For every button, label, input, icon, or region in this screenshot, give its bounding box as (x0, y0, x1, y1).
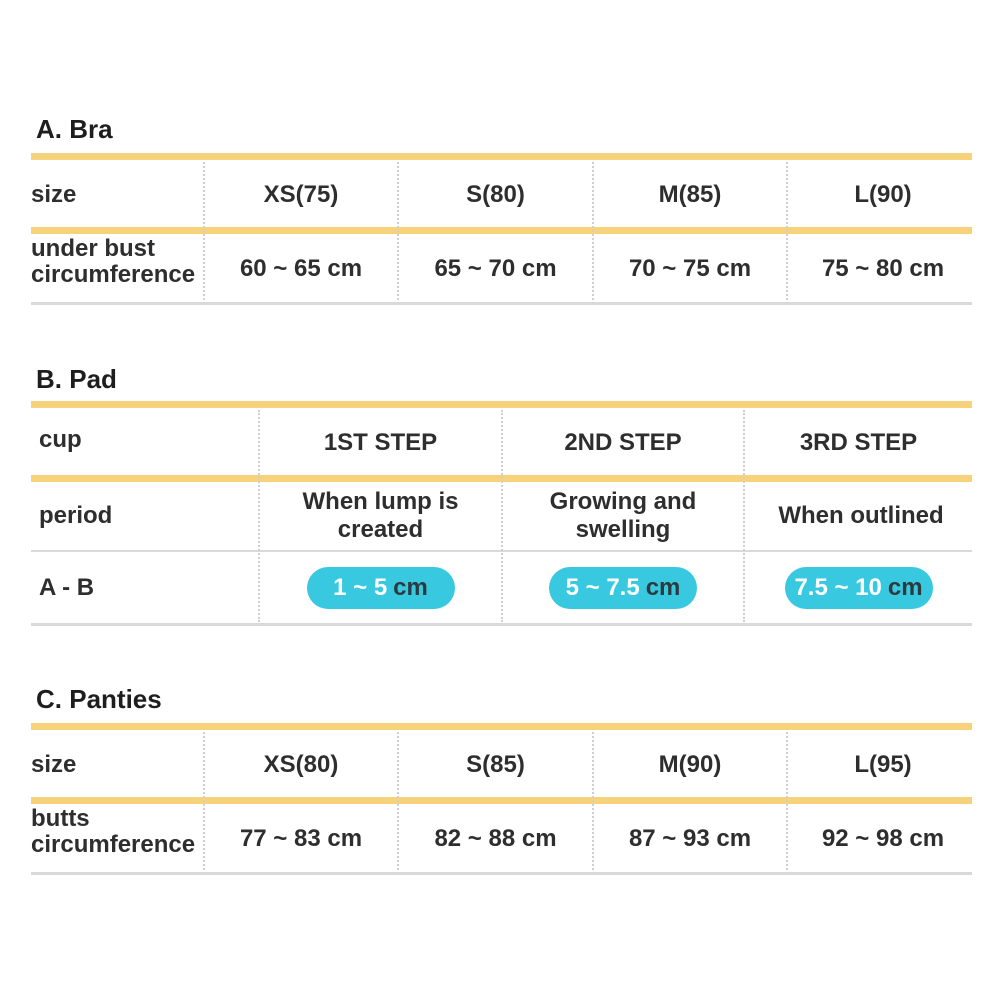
range-cell (503, 554, 743, 622)
range-cell (745, 554, 972, 622)
measurement-cell: 82 ~ 88 cm (434, 825, 557, 852)
measurement-cell: 70 ~ 75 cm (628, 255, 752, 282)
range-value: 5 ~ 7.5 (565, 574, 640, 601)
row-label-a-b: A - B (39, 574, 95, 601)
measurement-cell: 65 ~ 70 cm (434, 255, 557, 282)
step-cell: 2ND STEP (564, 428, 682, 456)
period-line: swelling (575, 516, 671, 543)
divider (31, 797, 972, 804)
row-label-butts (31, 806, 206, 872)
size-cell: L(95) (854, 750, 912, 778)
period-cell (260, 483, 501, 549)
size-cell: S(80) (466, 180, 525, 208)
period-line: Growing and (549, 488, 697, 515)
size-cell: XS(75) (263, 180, 339, 208)
size-cell: XS(80) (263, 750, 339, 778)
divider (31, 153, 972, 160)
size-cell: L(90) (854, 180, 912, 208)
period-line: When outlined (778, 502, 944, 529)
size-cell: M(85) (658, 180, 722, 208)
divider (31, 227, 972, 234)
period-cell (745, 483, 977, 549)
bra-section-title: A. Bra (36, 114, 113, 144)
range-pill (785, 567, 933, 609)
step-cell: 1ST STEP (323, 428, 438, 456)
label-line: butts (31, 805, 90, 832)
divider (31, 302, 972, 305)
row-label-period: period (39, 502, 113, 529)
range-cell (260, 554, 501, 622)
divider (31, 401, 972, 408)
label-line: under bust (31, 235, 155, 262)
label-line: circumference (31, 261, 196, 288)
measurement-cell: 75 ~ 80 cm (821, 255, 945, 282)
range-pill (549, 567, 697, 609)
measurement-cell: 77 ~ 83 cm (239, 825, 363, 852)
range-pill (307, 567, 455, 609)
step-cell: 3RD STEP (799, 428, 918, 456)
range-unit: cm (887, 574, 923, 601)
divider (31, 872, 972, 875)
period-line: When lump is (302, 488, 459, 515)
range-unit: cm (393, 574, 428, 601)
period-cell (503, 483, 743, 549)
row-label-size: size (31, 750, 77, 778)
measurement-cell: 87 ~ 93 cm (628, 825, 752, 852)
row-label-size: size (31, 180, 77, 208)
row-label-cup: cup (39, 426, 82, 453)
size-cell: S(85) (466, 750, 525, 778)
divider (31, 623, 972, 626)
range-unit: cm (645, 574, 681, 601)
period-line: created (337, 516, 424, 543)
divider (31, 723, 972, 730)
pad-section-title: B. Pad (36, 364, 117, 394)
range-value: 1 ~ 5 (333, 574, 388, 601)
measurement-cell: 92 ~ 98 cm (821, 825, 945, 852)
range-value: 7.5 ~ 10 (794, 574, 882, 601)
panties-section-title: C. Panties (36, 684, 162, 714)
size-cell: M(90) (658, 750, 722, 778)
measurement-cell: 60 ~ 65 cm (239, 255, 363, 282)
row-label-under-bust (31, 236, 206, 302)
label-line: circumference (31, 831, 196, 858)
